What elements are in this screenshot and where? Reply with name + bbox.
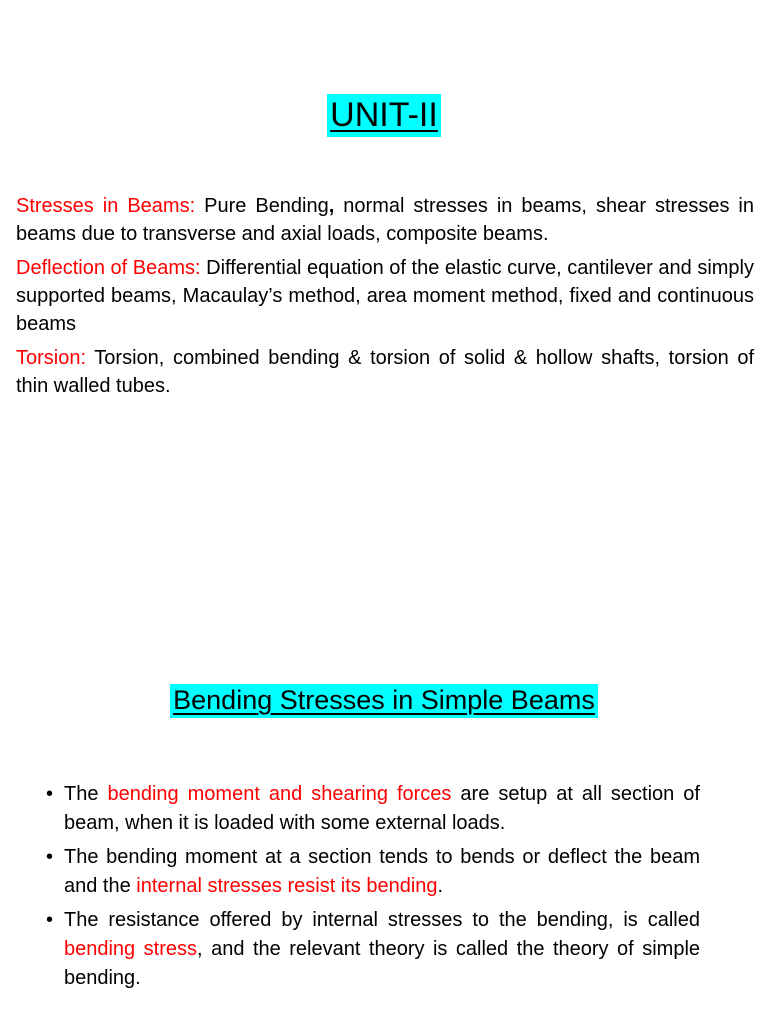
- slide-title: Bending Stresses in Simple Beams: [170, 684, 598, 718]
- bullet-text: The bending moment at a section tends to bends or deflect the beam and the: [64, 846, 700, 897]
- topic-stresses-in-beams: [16, 192, 754, 248]
- bullet-marker: •: [46, 783, 54, 805]
- topic-label: Stresses in Beams:: [16, 195, 196, 217]
- bullet-text: The resistance offered by internal stresses to the bending, is called: [64, 909, 700, 931]
- topic-torsion: [16, 344, 754, 400]
- topic-text: Differential equation of the elastic curve, cantilever and simply supported beams, Macaulay’s method, area moment method, fixed and continuous beams: [16, 257, 754, 335]
- bullet-highlight: internal stresses resist its bending: [136, 875, 438, 897]
- bullet-marker: •: [46, 909, 54, 931]
- topic-deflection-of-beams: [16, 254, 754, 338]
- topic-label: Deflection of Beams:: [16, 257, 201, 279]
- topic-label: Torsion:: [16, 347, 87, 369]
- bullet-text: are setup at all section of beam, when it is loaded with some external loads.: [64, 783, 700, 834]
- list-item: [46, 843, 700, 901]
- bullet-text: , and the relevant theory is called the theory of simple bending.: [64, 938, 701, 989]
- topic-text: normal stresses in beams, shear stresses in beams due to transverse and axial loads, composite beams.: [16, 195, 754, 245]
- bullet-list: [46, 780, 700, 998]
- bullet-highlight: bending moment and shearing forces: [107, 783, 452, 805]
- slide-title: UNIT-II: [327, 94, 441, 137]
- topic-text: Torsion, combined bending & torsion of solid & hollow shafts, torsion of thin walled tubes.: [16, 347, 754, 397]
- bullet-text: The: [64, 783, 108, 805]
- bullet-text: .: [437, 875, 444, 897]
- syllabus-topics: [16, 192, 754, 406]
- slide-title-wrap: [0, 94, 768, 137]
- slide-unit-ii: [0, 0, 768, 500]
- topic-comma: ,: [328, 195, 335, 217]
- bullet-marker: •: [46, 846, 54, 868]
- topic-text: Pure Bending: [195, 195, 329, 217]
- list-item: [46, 780, 700, 838]
- slide-bending-stresses: [0, 660, 768, 1024]
- list-item: [46, 906, 700, 993]
- bullet-highlight: bending stress: [64, 938, 198, 960]
- slide-title-wrap: [0, 684, 768, 718]
